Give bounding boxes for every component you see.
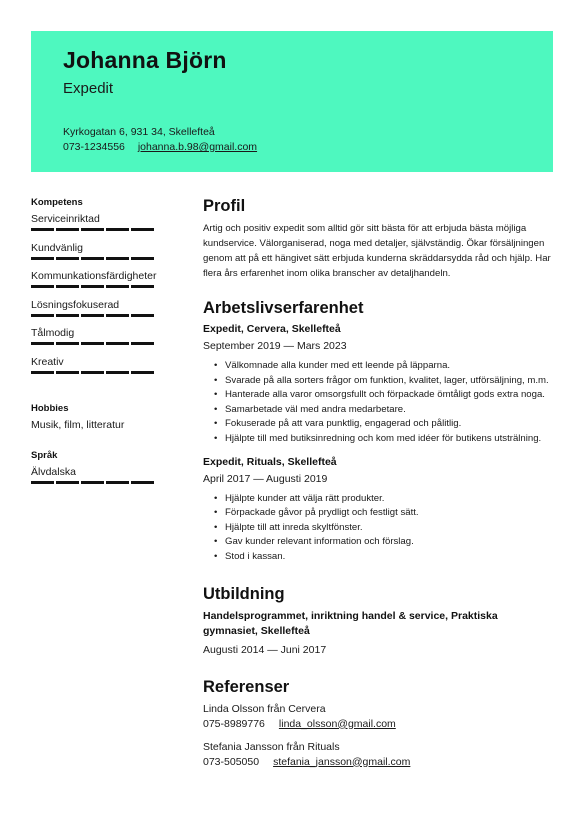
list-item: • Hjälpte till med butiksinredning och kom med idéer för butikens utsträlning. [214, 432, 553, 447]
list-item: • Välkomnade alla kunder med ett leende på läpparna. [214, 359, 553, 374]
reference-phone: 073-505050 [203, 755, 260, 768]
reference-email-link[interactable]: linda_olsson@gmail.com [278, 717, 396, 730]
reference-entry [203, 702, 553, 732]
reference-email-link[interactable]: stefania_jansson@gmail.com [273, 755, 411, 768]
candidate-name: Johanna Björn [63, 47, 227, 73]
languages-section [31, 450, 161, 494]
hobbies-heading: Hobbies [31, 403, 69, 414]
skill-item [31, 212, 161, 241]
language-item [31, 465, 161, 494]
skill-item [31, 326, 161, 355]
address: Kyrkogatan 6, 931 34, Skellefteå [63, 126, 215, 138]
list-item: • Fokuserade på att vara punktlig, engagerad och pålitlig. [214, 417, 553, 432]
resume-header [31, 31, 553, 172]
list-item: • Hjälpte kunder att välja rätt produkter. [214, 492, 553, 507]
candidate-role: Expedit [63, 80, 114, 97]
education-title: Handelsprogrammet, inriktning handel & service, Praktiska gymnasiet, Skellefteå [203, 609, 498, 637]
profile-section [203, 197, 553, 281]
list-item: • Svarade på alla sorters frågor om funktion, kvalitet, lager, utförsäljning, m.m. [214, 374, 553, 389]
hobbies-section [31, 403, 161, 432]
skills-heading: Kompetens [31, 197, 83, 208]
skill-label: Kundvänlig [31, 241, 83, 254]
reference-name: Linda Olsson från Cervera [203, 702, 326, 715]
list-item: • Stod i kassan. [214, 550, 553, 565]
job-bullets [214, 359, 553, 447]
job-title: Expedit, Rituals, Skellefteå [203, 455, 337, 468]
email-link[interactable]: johanna.b.98@gmail.com [137, 141, 258, 153]
skill-item [31, 298, 161, 327]
job-dates: April 2017 — Augusti 2019 [203, 472, 328, 485]
skill-level-bar [31, 314, 154, 317]
job-title: Expedit, Cervera, Skellefteå [203, 323, 341, 335]
languages-heading: Språk [31, 450, 58, 461]
job-bullets [214, 492, 553, 565]
phone: 073-1234556 [63, 141, 125, 153]
list-item: • Samarbetade väl med andra medarbetare. [214, 403, 553, 418]
profile-text: Artig och positiv expedit som alltid gör sitt bästa för att erbjuda bästa möjliga kundservice. Välorganiserad, noga med detaljer, självständig. Ökar försäljningen genom att på ett hängivet sätt erbjuda kunderna skräddarsydda råd och hjälp. Har flera års erfarenhet inom olika branscher av detaljhandeln. [203, 223, 551, 279]
education-heading: Utbildning [203, 584, 285, 603]
skill-item [31, 269, 161, 298]
reference-name: Stefania Jansson från Rituals [203, 740, 340, 753]
language-label: Älvdalska [31, 466, 76, 478]
skills-list [31, 212, 161, 383]
list-item: • Förpackade gåvor på prydligt och festligt sätt. [214, 506, 553, 521]
sidebar [31, 197, 161, 494]
contact-block [63, 125, 257, 155]
job-entry [203, 456, 553, 565]
skill-level-bar [31, 257, 154, 260]
education-section [203, 585, 553, 656]
experience-heading: Arbetslivserfarenhet [203, 299, 364, 317]
education-dates: Augusti 2014 — Juni 2017 [203, 643, 327, 656]
job-entry [203, 323, 553, 447]
profile-heading: Profil [203, 197, 246, 215]
references-heading: Referenser [203, 677, 290, 696]
skill-label: Kreativ [31, 355, 64, 368]
list-item: • Hanterade alla varor omsorgsfullt och förpackade ömtåligt gods extra noga. [214, 388, 553, 403]
references-section [203, 678, 553, 770]
skill-label: Kommunkationsfärdigheter [31, 270, 157, 282]
skill-label: Tålmodig [31, 327, 75, 339]
skill-level-bar [31, 228, 154, 231]
main-content [203, 197, 553, 770]
reference-phone: 075-8989776 [203, 717, 265, 730]
job-dates: September 2019 — Mars 2023 [203, 340, 347, 352]
language-level-bar [31, 481, 154, 484]
list-item: • Gav kunder relevant information och förslag. [214, 535, 553, 550]
skill-level-bar [31, 285, 154, 288]
skill-level-bar [31, 342, 154, 345]
reference-entry [203, 740, 553, 770]
skill-level-bar [31, 371, 154, 374]
skill-item [31, 355, 161, 384]
skill-label: Lösningsfokuserad [31, 298, 120, 311]
experience-section [203, 299, 553, 565]
skill-item [31, 241, 161, 270]
hobbies-text: Musik, film, litteratur [31, 419, 125, 431]
skill-label: Serviceinriktad [31, 213, 100, 225]
list-item: • Hjälpte till att inreda skyltfönster. [214, 521, 553, 536]
